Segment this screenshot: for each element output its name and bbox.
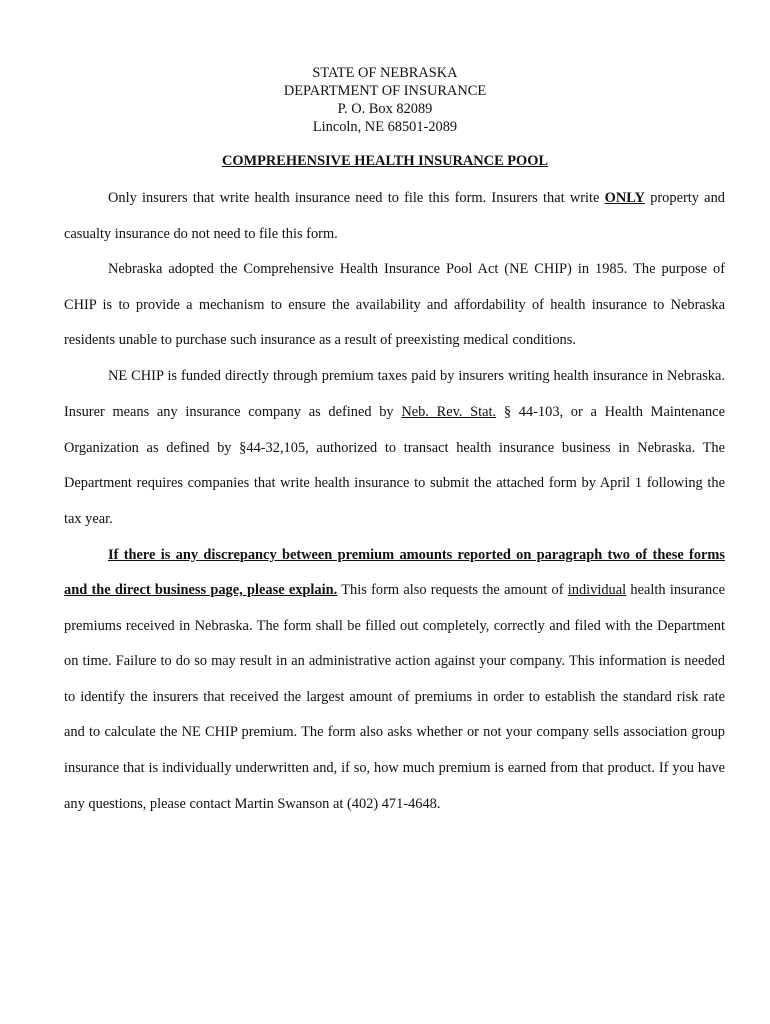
document-title: COMPREHENSIVE HEALTH INSURANCE POOL xyxy=(221,153,549,169)
po-box: P. O. Box 82089 xyxy=(337,101,433,117)
paragraph-4-line-1: If there is any discrepancy between premium amounts reported on paragraph two of these forms xyxy=(108,547,725,563)
paragraph-3-line-2 xyxy=(64,402,725,422)
state-name: STATE OF NEBRASKA xyxy=(312,65,458,81)
department-name: DEPARTMENT OF INSURANCE xyxy=(283,83,487,99)
paragraph-2-line-1: Nebraska adopted the Comprehensive Health Insurance Pool Act (NE CHIP) in 1985. The purpose of xyxy=(108,261,725,277)
paragraph-3-line-4: Department requires companies that write health insurance to submit the attached form by April 1 following the xyxy=(64,475,725,491)
paragraph-4-line-7: insurance that is individually underwritten and, if so, how much premium is earned from that product. If you have xyxy=(64,760,725,776)
letterhead xyxy=(0,64,770,136)
paragraph-1-line-1 xyxy=(108,188,725,208)
text-segment: Only insurers that write health insurance need to file this form. Insurers that write xyxy=(108,190,600,206)
paragraph-4-line-8: any questions, please contact Martin Swanson at (402) 471-4648. xyxy=(64,796,441,812)
paragraph-4-line-2 xyxy=(64,580,725,600)
paragraph-3-line-1: NE CHIP is funded directly through premium taxes paid by insurers writing health insurance in Nebraska. xyxy=(108,368,725,384)
paragraph-3-line-5: tax year. xyxy=(64,511,113,527)
text-segment: § 44-103, or a Health Maintenance xyxy=(503,404,725,420)
text-segment: health insurance xyxy=(630,582,725,598)
text-segment: property and xyxy=(650,190,725,206)
paragraph-3-line-3: Organization as defined by §44-32,105, authorized to transact health insurance business in Nebraska. The xyxy=(64,440,725,456)
statute-reference: Neb. Rev. Stat. xyxy=(401,404,497,420)
paragraph-4-line-5: to identify the insurers that received the largest amount of premiums in order to establish the standard risk rate xyxy=(64,689,725,705)
paragraph-1-line-2: casualty insurance do not need to file this form. xyxy=(64,226,338,242)
emphasis-individual: individual xyxy=(567,582,627,598)
text-segment: Insurer means any insurance company as defined by xyxy=(64,404,394,420)
paragraph-4-line-6: and to calculate the NE CHIP premium. The form also asks whether or not your company sells association group xyxy=(64,724,725,740)
emphasis-only: ONLY xyxy=(604,190,645,206)
city-zip: Lincoln, NE 68501-2089 xyxy=(312,119,458,135)
text-segment: This form also requests the amount of xyxy=(341,582,564,598)
paragraph-2-line-2: CHIP is to provide a mechanism to ensure the availability and affordability of health insurance to Nebraska xyxy=(64,297,725,313)
discrepancy-instruction: and the direct business page, please explain. xyxy=(64,582,338,598)
paragraph-4-line-4: on time. Failure to do so may result in an administrative action against your company. This information is needed xyxy=(64,653,725,669)
paragraph-4-line-3: premiums received in Nebraska. The form shall be filled out completely, correctly and filed with the Department xyxy=(64,618,725,634)
paragraph-2-line-3: residents unable to purchase such insurance as a result of preexisting medical conditions. xyxy=(64,332,576,348)
